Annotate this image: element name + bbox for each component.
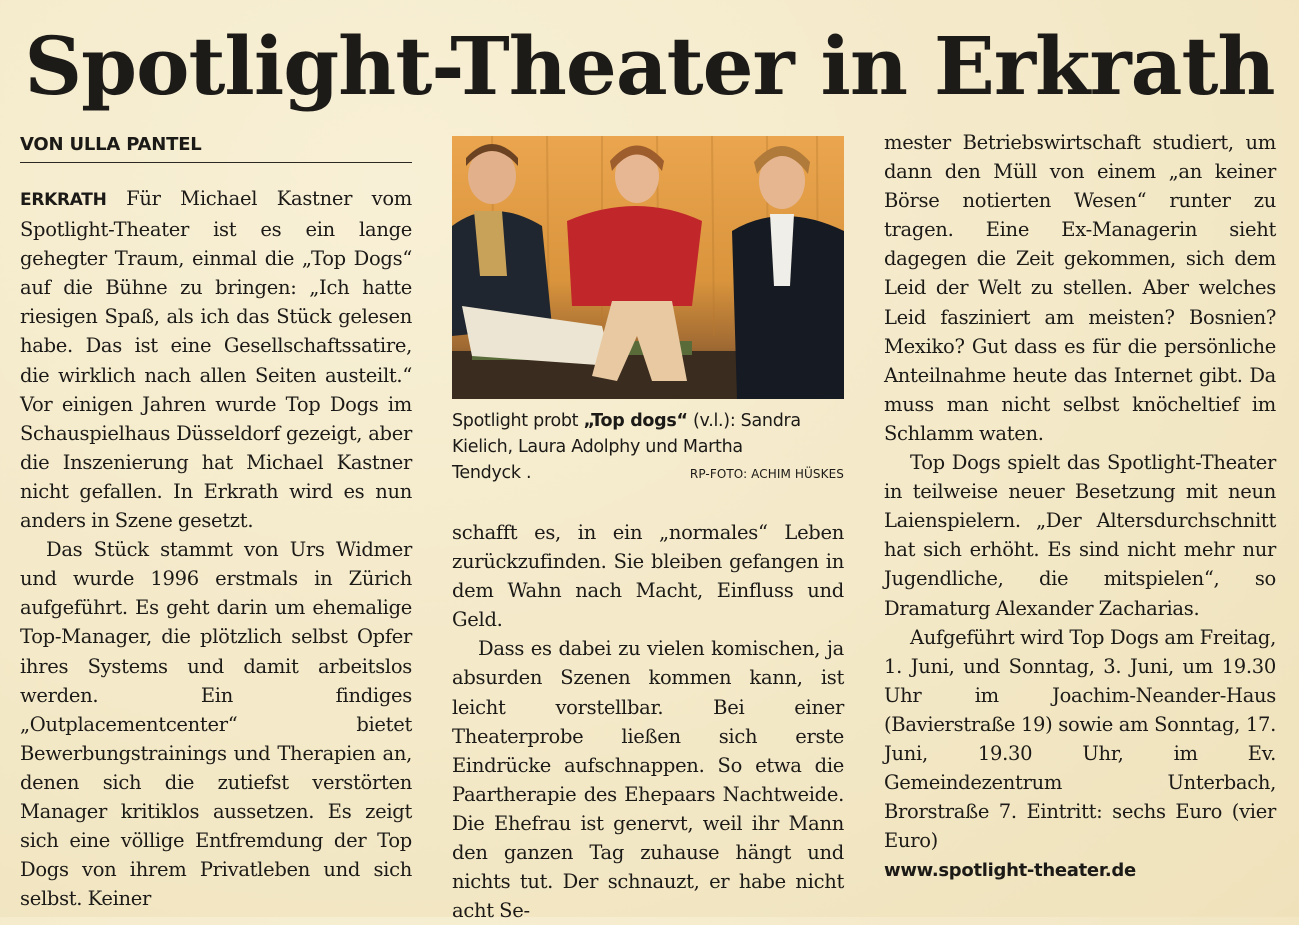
paragraph: Top Dogs spielt das Spotlight-Theater in teilweise neuer Besetzung mit neun Laienspielern. „Der Altersdurchschnitt hat sich erhöht. Es sind nicht mehr nur Jugendliche, die mitspielen“, so Dramaturg Alexander Zacharias.	[884, 451, 1276, 620]
byline: VON ULLA PANTEL	[20, 132, 412, 163]
paragraph: Das Stück stammt von Urs Widmer und wurde 1996 erstmals in Zürich aufgeführt. Es geht darin um ehemalige Top-Manager, die plötzlich selbst Opfer ihres Systems und damit arbeitslos werden. Ein findiges „Outplacementcenter“ bietet Bewerbungstrainings und Therapien an, denen sich die zutiefst verstörten Manager kritiklos aussetzen. Es zeigt sich eine völlige Entfremdung der Top Dogs von ihrem Privatleben und sich selbst. Keiner	[20, 538, 412, 911]
paragraph: schafft es, in ein „normales“ Leben zurückzufinden. Sie bleiben gefangen in dem Wahn nach Macht, Einfluss und Geld.	[452, 521, 844, 632]
dateline: ERKRATH	[20, 190, 107, 210]
website-link-line	[884, 855, 1276, 885]
paragraph: Dass es dabei zu vielen komischen, ja absurden Szenen kommen kann, ist leicht vorstellbar. Bei einer Theaterprobe ließen sich erste Eindrücke aufschnappen. So etwa die Paartherapie des Ehepaars Nachtweide. Die Ehefrau ist genervt, weil ihr Mann den ganzen Tag zuhause hängt und nichts tut. Der schnauzt, er habe nicht acht Se-	[452, 637, 844, 923]
caption-names: (v.l.): Sandra Kielich, Laura Adolphy und Martha	[452, 411, 801, 457]
caption-last-line	[452, 460, 844, 487]
caption-title: „Top dogs“	[583, 411, 688, 431]
photo-three-actresses	[452, 136, 844, 399]
column-3	[884, 128, 1276, 885]
caption-prefix: Spotlight probt	[452, 411, 584, 431]
paragraph: mester Betriebswirtschaft studiert, um dann den Müll von einem „an keiner Börse notierten Wesen“ runter zu tragen. Eine Ex-Managerin sieht dagegen die Zeit gekommen, sich dem Leid der Welt zu stellen. Aber welches Leid fasziniert am meisten? Bosnien? Mexiko? Gut dass es für die persönliche Anteilnahme heute das Internet gibt. Da muss man nicht selbst knöcheltief im Schlamm waten.	[884, 131, 1276, 445]
website-link[interactable]: www.spotlight-theater.de	[884, 860, 1136, 882]
column-2	[452, 518, 844, 925]
paragraph-text: Für Michael Kastner vom Spotlight-Theater ist es ein lange gehegter Traum, einmal die „Top Dogs“ auf die Bühne zu bringen: „Ich hatte riesigen Spaß, als ich das Stück gelesen habe. Das ist eine Gesellschaftssatire, die wirklich nach allen Seiten austeilt.“ Vor einigen Jahren wurde Top Dogs im Schauspielhaus Düsseldorf gezeigt, aber die Inszenierung hat Michael Kastner nicht gefallen. In Erkrath wird es nun anders in Szene gesetzt.	[20, 187, 412, 533]
photo-caption	[452, 408, 844, 487]
photo-credit: RP-FOTO: ACHIM HÜSKES	[689, 467, 844, 481]
paragraph: Aufgeführt wird Top Dogs am Freitag, 1. Juni, und Sonntag, 3. Juni, um 19.30 Uhr im Joachim-Neander-Haus (Bavierstraße 19) sowie am Sonntag, 17. Juni, 19.30 Uhr, im Ev. Gemeindezentrum Unterbach, Brorstraße 7. Eintritt: sechs Euro (vier Euro)	[884, 625, 1276, 853]
headline: Spotlight-Theater in Erkrath	[24, 19, 1275, 113]
photo-illustration	[452, 136, 844, 399]
caption-text	[452, 408, 844, 460]
paragraph	[20, 184, 412, 535]
caption-end: Tendyck .	[452, 463, 532, 483]
column-1	[20, 184, 412, 913]
